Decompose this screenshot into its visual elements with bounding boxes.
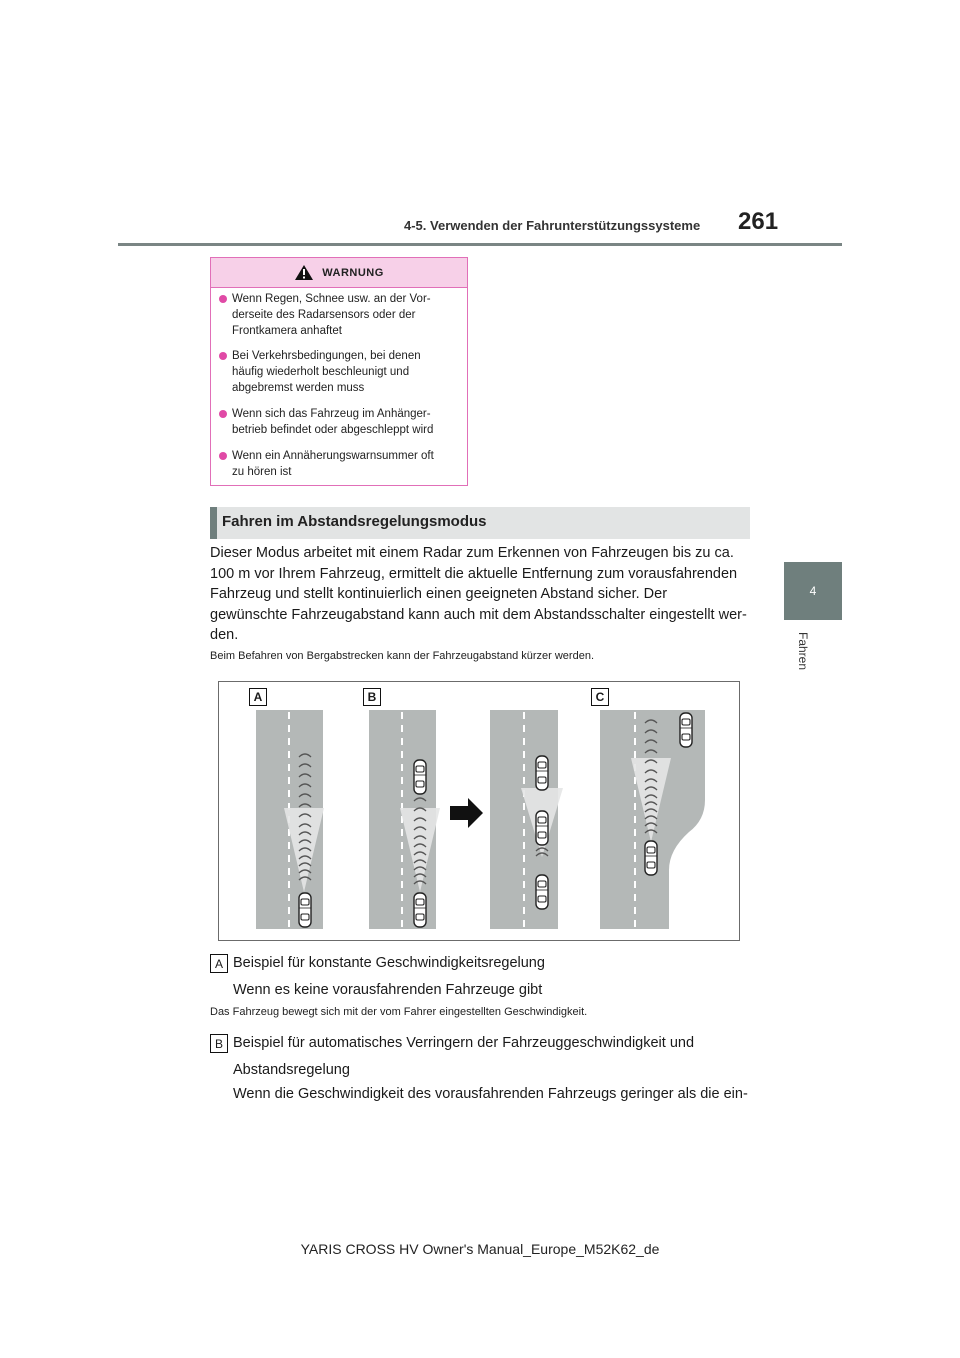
- scene-c: [600, 710, 705, 929]
- item-a-title: Beispiel für konstante Geschwindigkeitsregelung: [233, 955, 545, 971]
- figure-label-c: C: [591, 688, 609, 706]
- arrow-right-icon: [450, 798, 483, 828]
- warning-item: [219, 406, 459, 438]
- chapter-tab-number: 4: [809, 584, 817, 598]
- bullet-icon: [219, 452, 227, 460]
- figure-label-b: B: [363, 688, 381, 706]
- car-icon: [645, 841, 657, 875]
- body-paragraph: [210, 543, 755, 646]
- warning-item-text: Wenn ein Annäherungswarnsummer oft zu hören ist: [232, 450, 434, 478]
- warning-item: [219, 348, 459, 396]
- warning-title: WARNUNG: [322, 266, 384, 279]
- section-heading: Fahren im Abstandsregelungsmodus: [222, 513, 487, 530]
- section-header-title: 4-5. Verwenden der Fahrunterstützungssysteme: [404, 218, 701, 233]
- scene-b-before: [369, 710, 440, 929]
- warning-item-text: Wenn sich das Fahrzeug im Anhänger- betrieb befindet oder abgeschleppt wird: [232, 408, 434, 436]
- car-icon: [536, 875, 548, 909]
- section-note: Beim Befahren von Bergabstrecken kann der Fahrzeugabstand kürzer werden.: [210, 650, 594, 662]
- header-divider: [118, 243, 842, 246]
- item-label-b: B: [210, 1034, 228, 1053]
- scene-a: [256, 710, 324, 929]
- paragraph-line: den.: [210, 627, 239, 643]
- paragraph-line: gewünschte Fahrzeugabstand kann auch mit dem Abstandsschalter eingestellt wer-: [210, 606, 747, 623]
- paragraph-line: 100 m vor Ihrem Fahrzeug, ermittelt die aktuelle Entfernung zum vorausfahrenden: [210, 565, 738, 582]
- warning-triangle-icon: [294, 264, 314, 281]
- item-b-title-cont: Abstandsregelung: [233, 1062, 350, 1078]
- bullet-icon: [219, 410, 227, 418]
- road-scenes-svg: [219, 682, 739, 940]
- warning-item: [219, 448, 459, 480]
- page-footer: YARIS CROSS HV Owner's Manual_Europe_M52K62_de: [300, 1241, 660, 1257]
- warning-header: [211, 258, 467, 288]
- chapter-tab-label: Fahren: [796, 632, 810, 671]
- warning-item-text: Wenn Regen, Schnee usw. an der Vor- derseite des Radarsensors oder der Frontkamera anhaftet: [232, 293, 431, 337]
- bullet-icon: [219, 295, 227, 303]
- paragraph-line: Dieser Modus arbeitet mit einem Radar zum Erkennen von Fahrzeugen bis zu ca.: [210, 545, 734, 561]
- distance-control-illustration: [218, 681, 740, 941]
- item-a-note: Das Fahrzeug bewegt sich mit der vom Fahrer eingestellten Geschwindigkeit.: [210, 1006, 588, 1018]
- car-icon: [536, 811, 548, 845]
- car-icon: [299, 893, 311, 927]
- chapter-tab: [784, 562, 842, 620]
- warning-item-text: Bei Verkehrsbedingungen, bei denen häufig wiederholt beschleunigt und abgebremst werden muss: [232, 350, 421, 394]
- item-label-a: A: [210, 954, 228, 973]
- warning-box: [210, 257, 468, 486]
- item-b-title: Beispiel für automatisches Verringern der Fahrzeuggeschwindigkeit und: [233, 1035, 695, 1051]
- warning-item: [219, 291, 459, 339]
- item-a-condition: Wenn es keine vorausfahrenden Fahrzeuge gibt: [233, 982, 543, 998]
- page-number: 261: [738, 208, 779, 235]
- item-b-condition: Wenn die Geschwindigkeit des vorausfahrenden Fahrzeugs geringer als die ein-: [233, 1086, 748, 1102]
- paragraph-line: Fahrzeug und stellt kontinuierlich einen geeigneten Abstand sicher. Der: [210, 586, 668, 602]
- figure-label-a: A: [249, 688, 267, 706]
- car-icon: [414, 893, 426, 927]
- scene-b-after: [490, 710, 563, 929]
- bullet-icon: [219, 352, 227, 360]
- car-icon: [414, 760, 426, 794]
- car-icon: [536, 756, 548, 790]
- car-icon: [680, 713, 692, 747]
